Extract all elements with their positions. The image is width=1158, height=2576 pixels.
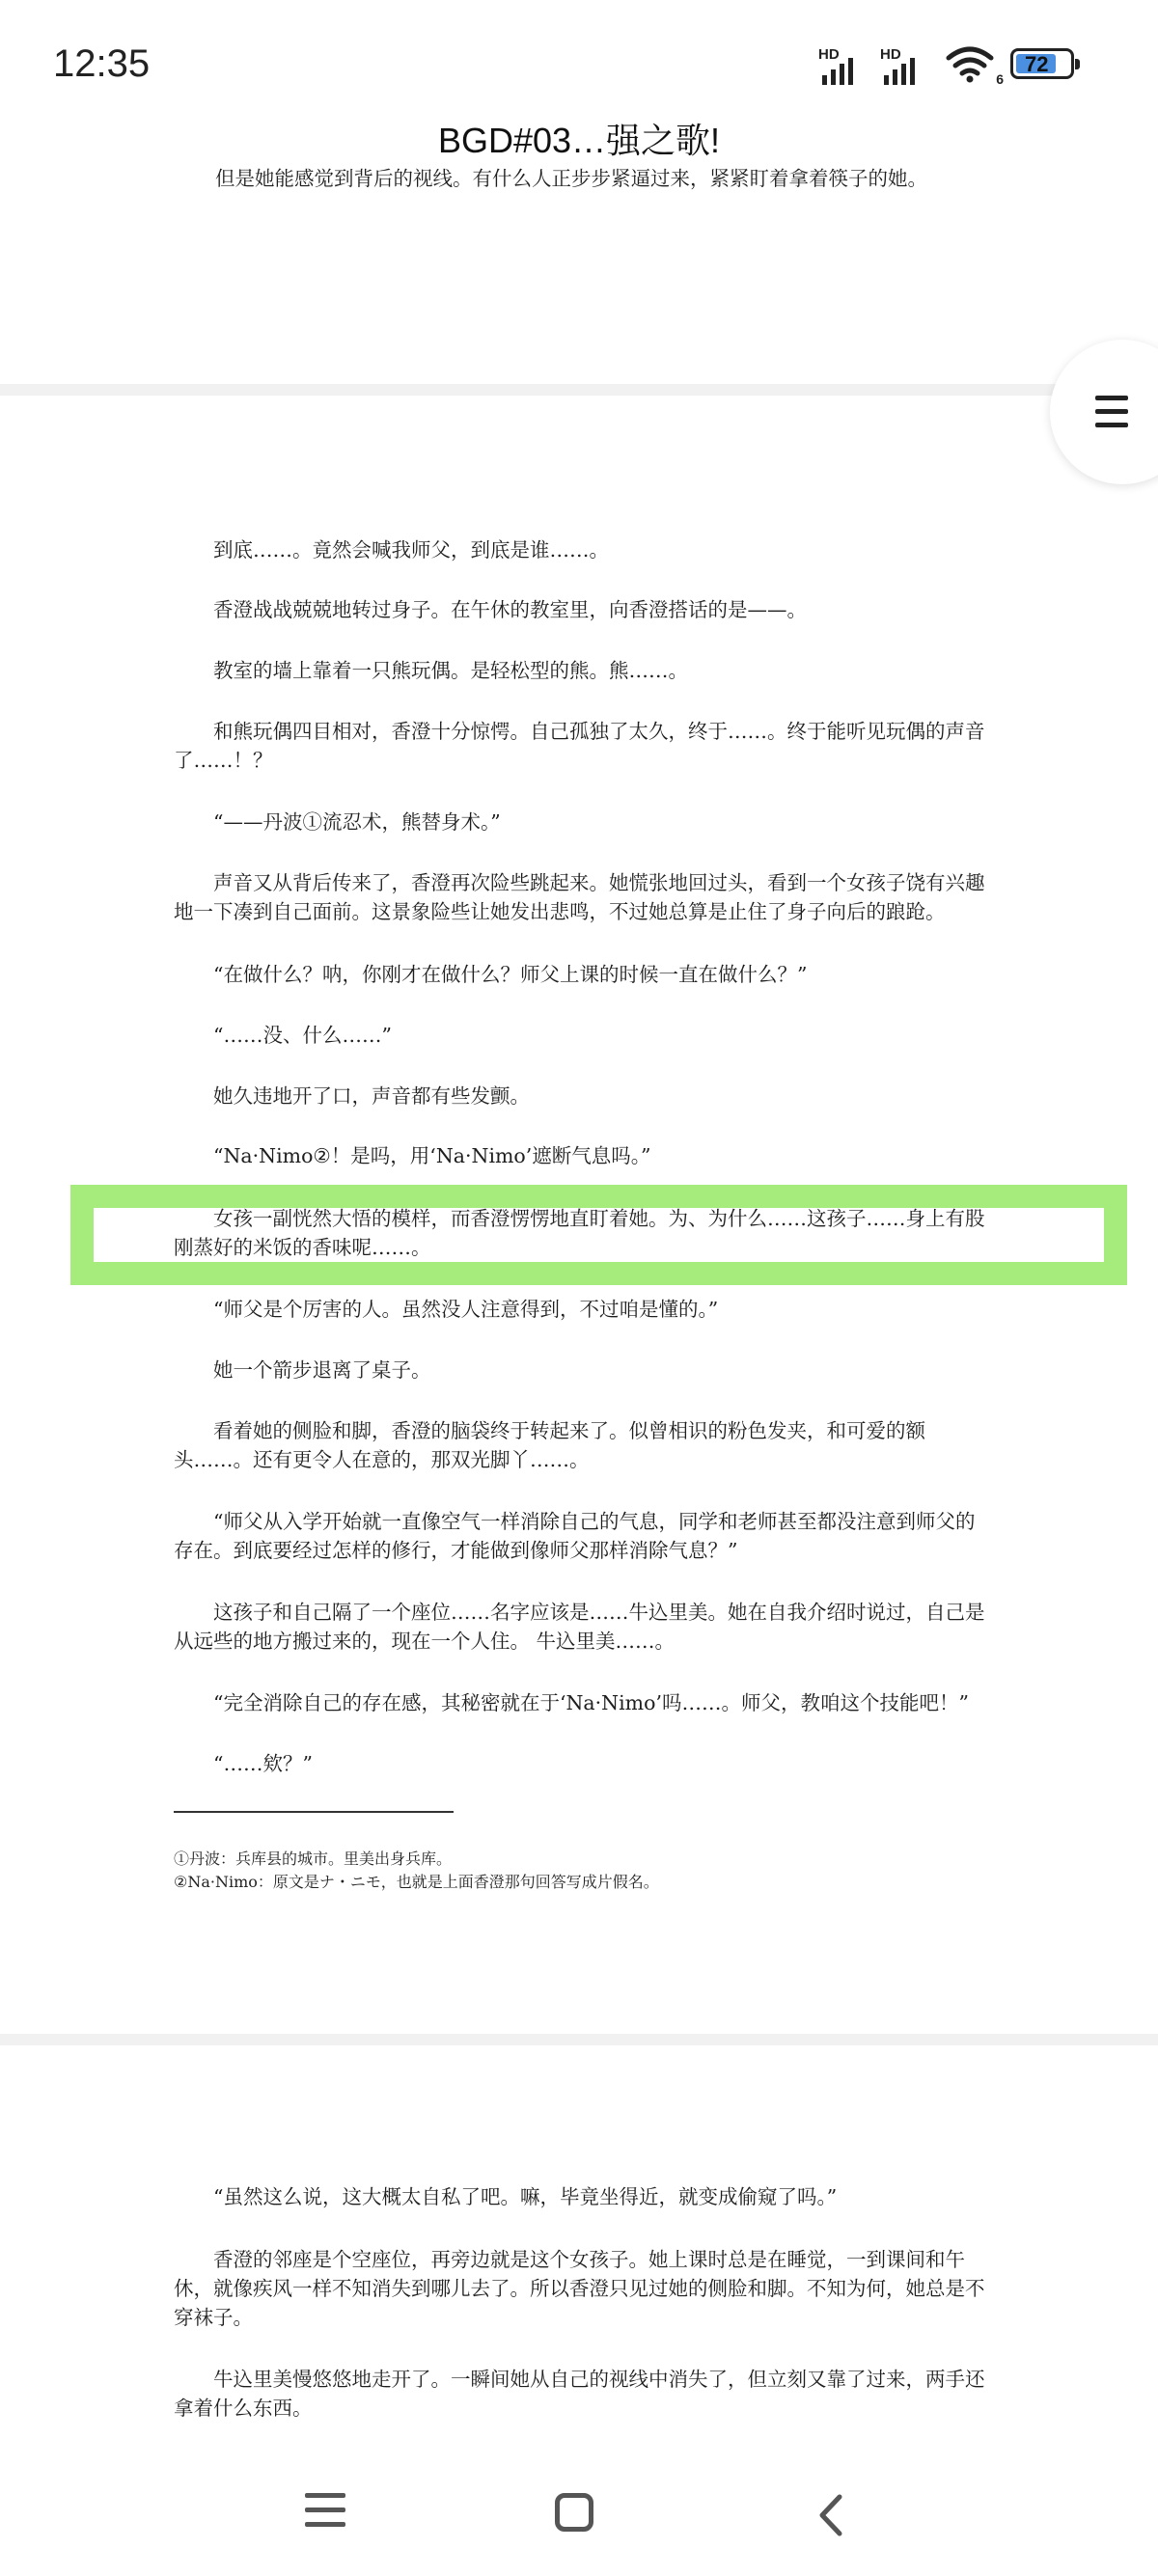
menu-icon [1095, 396, 1128, 436]
page-separator [0, 2034, 1158, 2045]
text-highlight [70, 1185, 1127, 1285]
footnote: ②Na·Nimo：原文是ナ・ニモ，也就是上面香澄那句回答写成片假名。 [174, 1873, 659, 1891]
status-time: 12:35 [53, 42, 151, 85]
paragraph: “在做什么？呐，你刚才在做什么？师父上课的时候一直在做什么？” [213, 963, 808, 986]
paragraph: “完全消除自己的存在感，其秘密就在于‘Na·Nimo’吗……。师父，教咱这个技能吧！” [213, 1691, 969, 1714]
signal-icon-2: HD [880, 46, 942, 85]
paragraph: “Na·Nimo②！是吗，用‘Na·Nimo’遮断气息吗。” [213, 1144, 651, 1167]
signal-icon-1: HD [818, 46, 880, 85]
paragraph: “……欸？” [213, 1752, 313, 1775]
paragraph: 到底……。竟然会喊我师父，到底是谁……。 [213, 538, 609, 562]
paragraph: 教室的墙上靠着一只熊玩偶。是轻松型的熊。熊……。 [213, 659, 688, 682]
paragraph: 她一个箭步退离了桌子。 [213, 1358, 431, 1382]
floating-menu-button[interactable] [1050, 340, 1158, 484]
footnote-divider [174, 1811, 454, 1813]
status-bar [0, 0, 1158, 125]
menu-icon[interactable] [305, 2493, 345, 2536]
paragraph: “虽然这么说，这大概太自私了吧。嘛，毕竟坐得近，就变成偷窥了吗。” [213, 2185, 838, 2208]
home-icon[interactable] [555, 2493, 593, 2532]
document-title: BGD#03…强之歌! [437, 121, 721, 160]
wifi-icon: 6 [946, 44, 1000, 85]
footnote: ①丹波：兵库县的城市。里美出身兵库。 [174, 1850, 453, 1868]
paragraph: 看着她的侧脸和脚，香澄的脑袋终于转起来了。似曾相识的粉色发夹，和可爱的额头……。还有更令人在意的，那双光脚丫……。 [174, 1419, 925, 1471]
paragraph: “……没、什么……” [213, 1024, 392, 1047]
highlighted-paragraph: 女孩一副恍然大悟的模样，而香澄愣愣地直盯着她。为、为什么……这孩子……身上有股刚蒸好的米饭的香味呢……。 [174, 1207, 985, 1259]
paragraph: 和熊玩偶四目相对，香澄十分惊愕。自己孤独了太久，终于……。终于能听见玩偶的声音了……！？ [174, 720, 985, 772]
navigation-bar [0, 2451, 1158, 2576]
paragraph: “——丹波①流忍术，熊替身术。” [213, 810, 501, 834]
paragraph: 这孩子和自己隔了一个座位……名字应该是……牛込里美。她在自我介绍时说过，自己是从远些的地方搬过来的，现在一个人住。 牛込里美……。 [174, 1601, 985, 1653]
page-separator [0, 384, 1158, 396]
back-icon[interactable] [809, 2491, 857, 2539]
paragraph: “师父是个厉害的人。虽然没人注意得到，不过咱是懂的。” [213, 1298, 719, 1321]
page1-last-line: 但是她能感觉到背后的视线。有什么人正步步紧逼过来，紧紧盯着拿着筷子的她。 [215, 167, 927, 190]
paragraph: “师父从入学开始就一直像空气一样消除自己的气息，同学和老师甚至都没注意到师父的存在。到底要经过怎样的修行，才能做到像师父那样消除气息？” [174, 1510, 976, 1562]
paragraph: 香澄的邻座是个空座位，再旁边就是这个女孩子。她上课时总是在睡觉，一到课间和午休，就像疾风一样不知消失到哪儿去了。所以香澄只见过她的侧脸和脚。不知为何，她总是不穿袜子。 [174, 2248, 985, 2329]
paragraph: 牛込里美慢悠悠地走开了。一瞬间她从自己的视线中消失了，但立刻又靠了过来，两手还拿着什么东西。 [174, 2368, 985, 2420]
battery-icon: 72 [1010, 48, 1074, 79]
paragraph: 她久违地开了口，声音都有些发颤。 [213, 1084, 530, 1108]
paragraph: 香澄战战兢兢地转过身子。在午休的教室里，向香澄搭话的是——。 [213, 598, 807, 621]
paragraph: 声音又从背后传来了，香澄再次险些跳起来。她慌张地回过头，看到一个女孩子饶有兴趣地一下凑到自己面前。这景象险些让她发出悲鸣，不过她总算是止住了身子向后的踉跄。 [174, 871, 985, 923]
